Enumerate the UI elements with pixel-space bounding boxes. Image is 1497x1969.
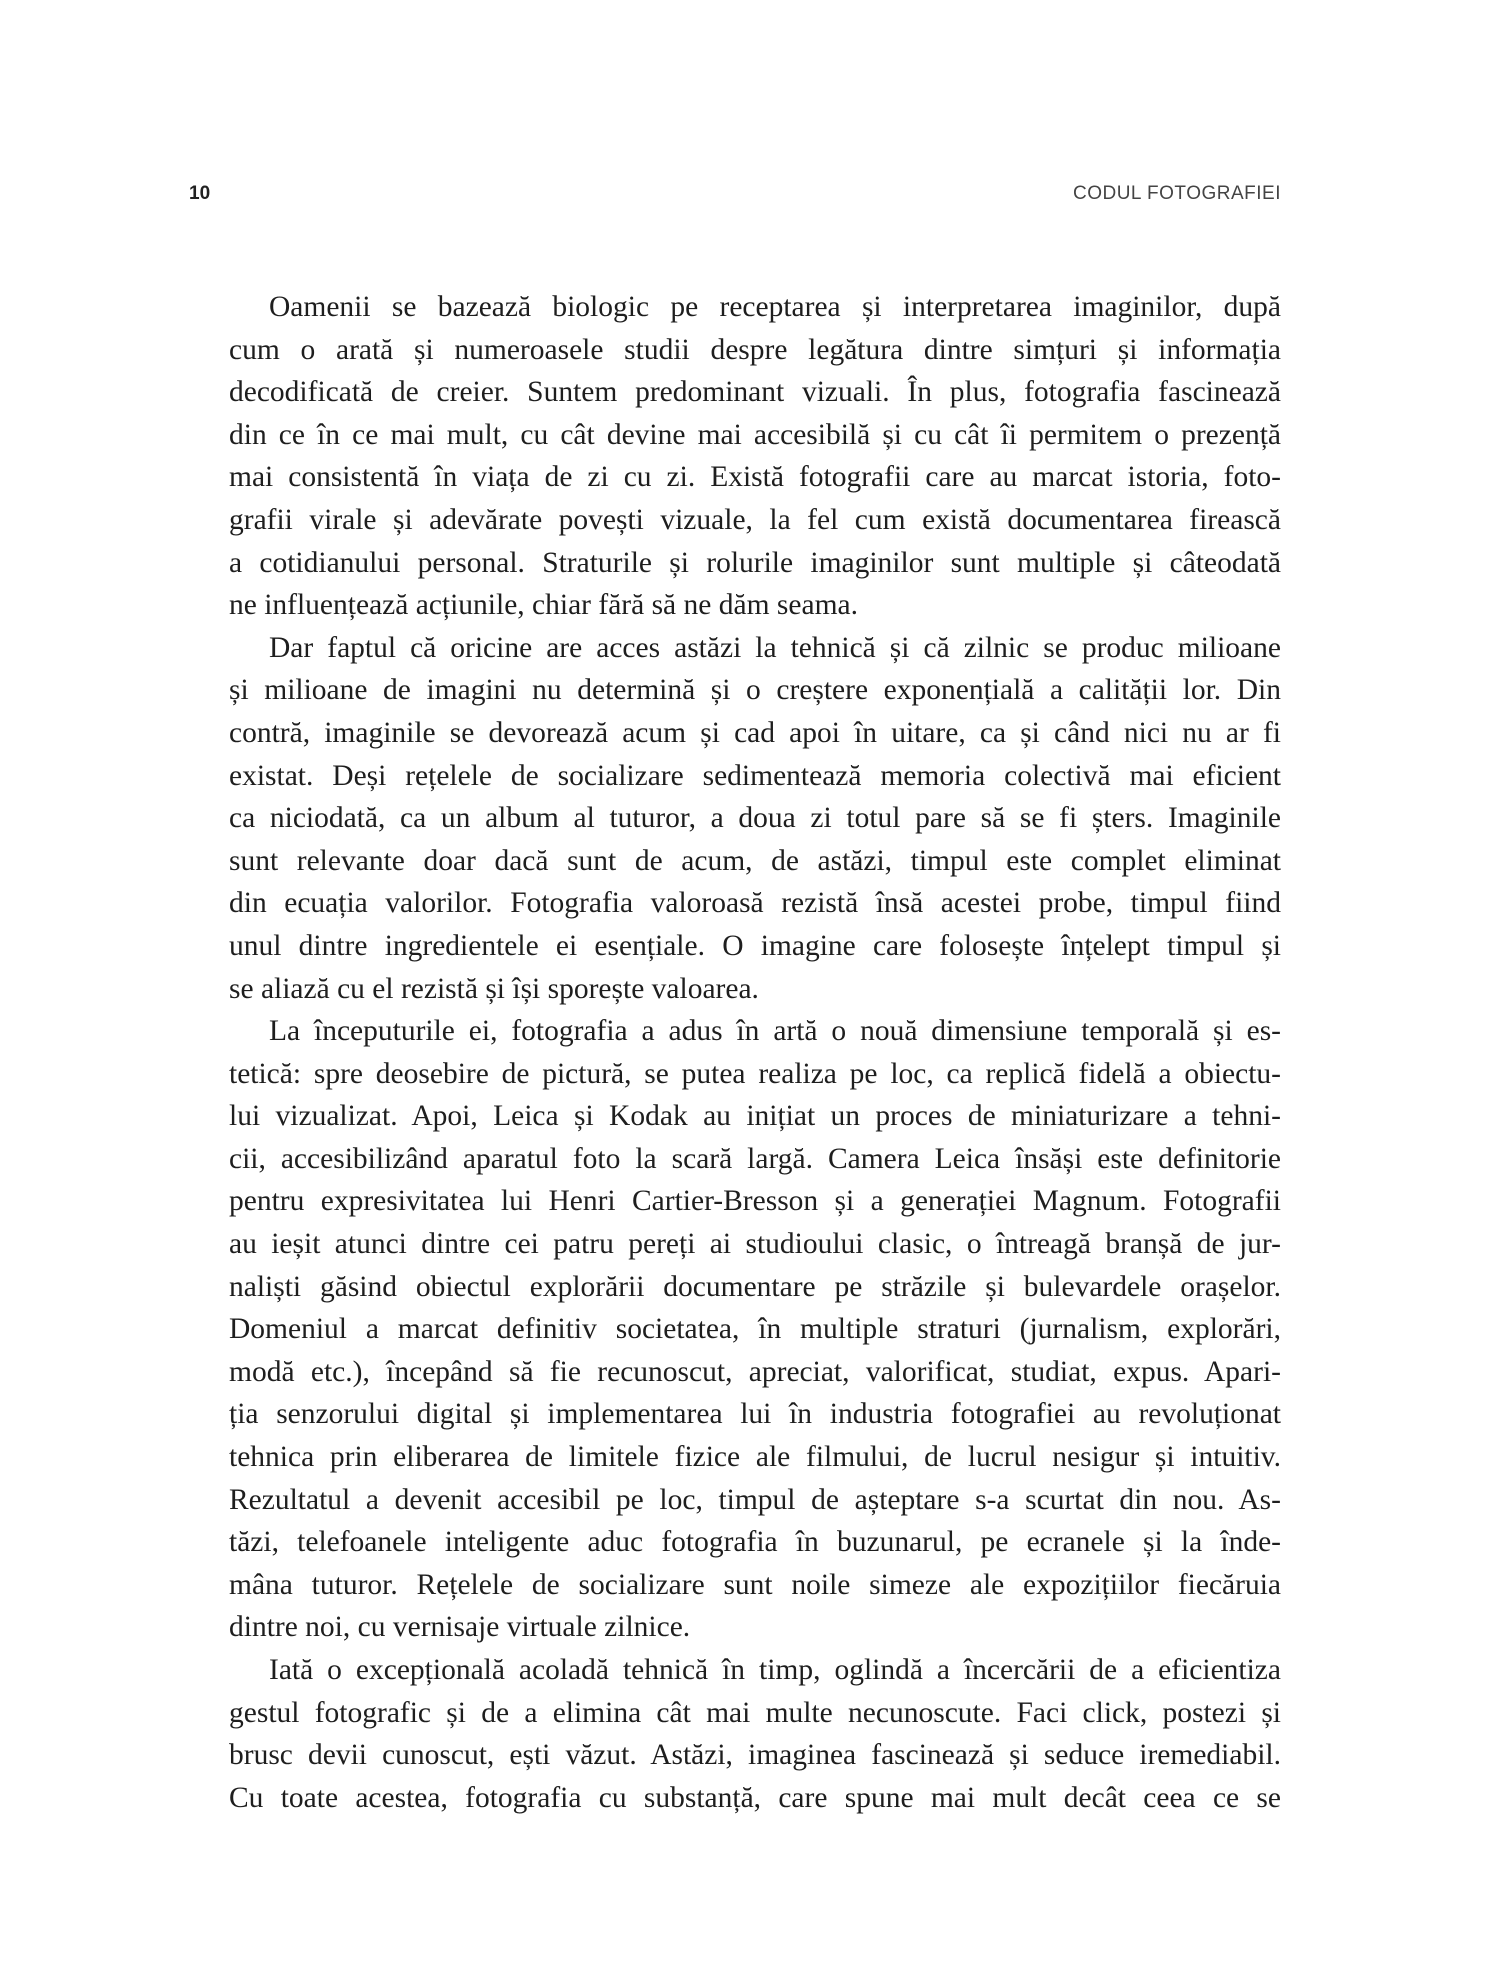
text-line: La începuturile ei, fotografia a adus în artă o nouă dimensiune temporală și es- — [269, 1015, 1281, 1048]
paragraph — [189, 627, 1281, 1010]
text-line: au ieșit atunci dintre cei patru pereți ai studioului clasic, o întreagă branșă de jur- — [229, 1228, 1281, 1261]
text-line: Oamenii se bazează biologic pe receptarea și interpretarea imaginilor, după — [269, 291, 1281, 323]
text-line: naliști găsind obiectul explorării documentare pe străzile și bulevardele orașelor. — [229, 1270, 1281, 1303]
paragraph — [189, 286, 1281, 627]
text-line: din ecuația valorilor. Fotografia valoroasă rezistă însă acestei probe, timpul fiind — [229, 887, 1281, 920]
text-line: contră, imaginile se devorează acum și cad apoi în uitare, ca și când nici nu ar fi — [229, 716, 1281, 749]
text-line: ția senzorului digital și implementarea lui în industria fotografiei au revoluționat — [229, 1398, 1281, 1431]
text-line: tetică: spre deosebire de pictură, se putea realiza pe loc, ca replică fidelă a obiectu- — [229, 1057, 1281, 1090]
text-line: Domeniul a marcat definitiv societatea, în multiple straturi (jurnalism, explorări, — [229, 1313, 1281, 1346]
text-line: Iată o excepțională acoladă tehnică în timp, oglindă a încercării de a eficientiza — [269, 1654, 1281, 1686]
text-line: sunt relevante doar dacă sunt de acum, de astăzi, timpul este complet eliminat — [229, 844, 1281, 877]
text-line: se aliază cu el rezistă și își sporește valoarea. — [229, 972, 759, 1005]
text-line: decodificată de creier. Suntem predominant vizuali. În plus, fotografia fascinează — [229, 376, 1281, 409]
running-title: CODUL FOTOGRAFIEI — [1072, 183, 1281, 204]
text-line: lui vizualizat. Apoi, Leica și Kodak au inițiat un proces de miniaturizare a tehni- — [229, 1100, 1281, 1133]
text-line: tăzi, telefoanele inteligente aduc fotografia în buzunarul, pe ecranele și la înde- — [229, 1526, 1281, 1559]
text-line: mai consistentă în viața de zi cu zi. Există fotografii care au marcat istoria, foto- — [229, 461, 1281, 494]
running-header — [189, 183, 1281, 213]
text-line: existat. Deși rețelele de socializare sedimentează memoria colectivă mai eficient — [229, 759, 1281, 792]
text-line: tehnica prin eliberarea de limitele fizice ale filmului, de lucrul nesigur și intuitiv. — [229, 1441, 1281, 1474]
text-line: Rezultatul a devenit accesibil pe loc, timpul de așteptare s-a scurtat din nou. As- — [229, 1483, 1281, 1516]
text-line: modă etc.), începând să fie recunoscut, apreciat, valorificat, studiat, expus. Apari- — [229, 1355, 1281, 1388]
text-line: Dar faptul că oricine are acces astăzi la tehnică și că zilnic se produc milioane — [269, 631, 1281, 664]
text-line: Cu toate acestea, fotografia cu substanță, care spune mai mult decât ceea ce se — [229, 1781, 1281, 1814]
text-line: a cotidianului personal. Straturile și rolurile imaginilor sunt multiple și câteodată — [229, 546, 1281, 579]
paragraph — [189, 1649, 1281, 1819]
paragraph — [189, 1010, 1281, 1649]
text-line: grafii virale și adevărate povești vizuale, la fel cum există documentarea firească — [229, 503, 1281, 536]
body-text — [189, 286, 1281, 1819]
text-line: ne influențează acțiunile, chiar fără să ne dăm seama. — [229, 589, 858, 622]
text-line: gestul fotografic și de a elimina cât mai multe necunoscute. Faci click, postezi și — [229, 1696, 1281, 1729]
text-line: și milioane de imagini nu determină și o creștere exponențială a calității lor. Din — [229, 674, 1281, 707]
text-line: dintre noi, cu vernisaje virtuale zilnice. — [229, 1611, 691, 1644]
text-line: ca niciodată, ca un album al tuturor, a doua zi totul pare să se fi șters. Imaginile — [229, 802, 1281, 835]
text-line: unul dintre ingredientele ei esențiale. O imagine care folosește înțelept timpul și — [229, 929, 1281, 962]
text-line: cii, accesibilizând aparatul foto la scară largă. Camera Leica însăși este definitorie — [229, 1142, 1281, 1175]
text-line: brusc devii cunoscut, ești văzut. Astăzi, imaginea fascinează și seduce iremediabil. — [229, 1739, 1281, 1772]
text-line: cum o arată și numeroasele studii despre legătura dintre simțuri și informația — [229, 333, 1281, 366]
text-line: mâna tuturor. Rețelele de socializare sunt noile simeze ale expozițiilor fiecăruia — [229, 1568, 1281, 1601]
page-number: 10 — [189, 183, 211, 204]
text-line: pentru expresivitatea lui Henri Cartier-Bresson și a generației Magnum. Fotografii — [229, 1185, 1281, 1218]
text-line: din ce în ce mai mult, cu cât devine mai accesibilă și cu cât îi permitem o prezență — [229, 418, 1281, 451]
